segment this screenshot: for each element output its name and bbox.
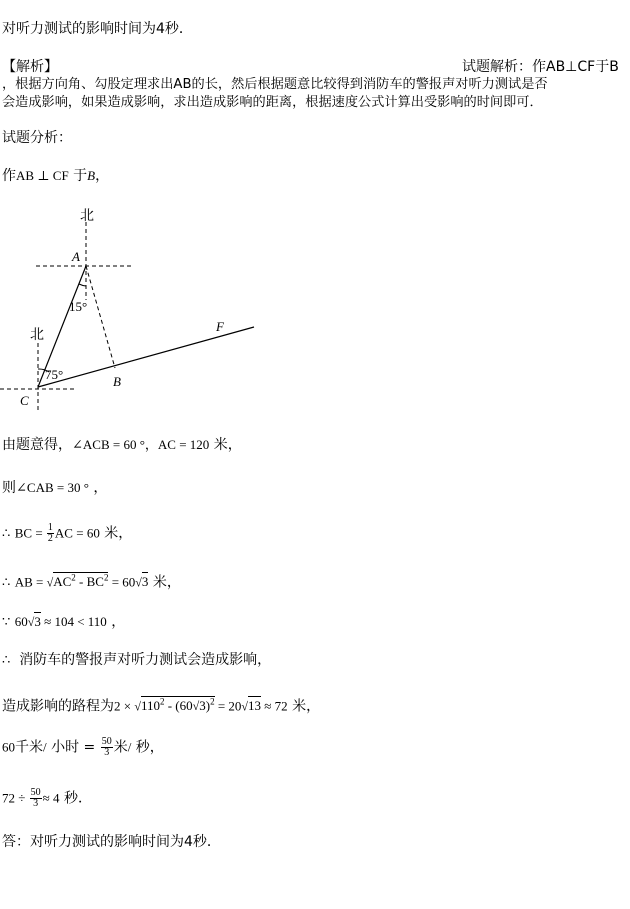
step-9 [2, 788, 92, 809]
analysis-line-3: 会造成影响，如果造成影响，求出造成影响的距离，根据速度公式计算出受影响的时间即可． [2, 95, 543, 110]
step-4 [2, 569, 181, 591]
segment-ab [86, 266, 115, 368]
step-3 [2, 523, 132, 544]
analysis-right-label: 试题解析：作AB⊥CF于B [462, 59, 619, 75]
point-c-label: C [20, 393, 29, 408]
because-symbol: ∵ [2, 614, 11, 629]
radicand-mid: - BC [75, 574, 104, 590]
step-9-a: 72 ÷ [2, 790, 29, 806]
step-4-unit: 米， [152, 574, 181, 591]
step-8-e: 秒， [135, 739, 164, 756]
step-8-b: 千米 [15, 739, 43, 756]
step-1-math: ∠ACB = 60 °，AC = 120 [72, 437, 210, 452]
radicand-1: AC [53, 574, 72, 590]
slash-1: / [43, 739, 47, 755]
angle-c-label: 75° [45, 367, 64, 382]
therefore-symbol: ∴ [2, 652, 11, 667]
geometry-figure [0, 196, 300, 416]
fraction-half [47, 523, 54, 544]
frac-num: 50 [101, 736, 112, 747]
step-1 [2, 436, 242, 454]
step-6 [2, 651, 271, 669]
analysis-heading: 试题分析： [2, 130, 72, 146]
point-a-label: A [72, 249, 80, 264]
exp-2: 2 [103, 573, 109, 583]
answer-line: 答：对听力测试的影响时间为4秒． [2, 834, 221, 850]
step-1-unit: 米， [213, 437, 242, 453]
top-line: 对听力测试的影响时间为4秒． [2, 21, 193, 37]
sqrt-sign: √ [134, 699, 141, 714]
sqrt-3: 3 [141, 574, 149, 590]
step-1-lead: 由题意得， [2, 437, 72, 453]
zuo-math: AB ⊥ CF [16, 168, 69, 183]
step-7-lead: 造成影响的路程为 [2, 698, 114, 715]
step-3-unit: 米， [104, 525, 133, 542]
inner-sqrt-3: 3 [199, 698, 206, 714]
point-f-label: F [216, 319, 224, 334]
angle-arc-a [79, 284, 86, 286]
step-2 [2, 479, 107, 497]
analysis-line-2: ，根据方向角、勾股定理求出AB的长，然后根据题意比较得到消防车的警报声对听力测试是否 [2, 77, 548, 92]
step-3-b: AC = 60 [54, 525, 100, 541]
step-9-unit: 秒． [63, 790, 92, 807]
point-b-label: B [113, 374, 121, 389]
therefore-symbol: ∴ [2, 525, 11, 541]
frac-den: 2 [47, 533, 53, 544]
step-5 [2, 613, 125, 631]
analysis-tag: 【解析】 [2, 59, 58, 75]
radicand-110: 110 [140, 698, 160, 714]
step-7 [2, 693, 320, 715]
frac-den: 3 [104, 747, 110, 758]
step-5-end: ， [111, 614, 126, 630]
step-2-end: ， [93, 480, 108, 496]
step-7-a: 2 × [114, 698, 135, 714]
north-label-top: 北 [80, 208, 94, 224]
radicand-close: ) [205, 698, 211, 714]
zuo-point: B [87, 168, 96, 183]
step-8-d: 米 [113, 739, 128, 756]
sqrt-sign: √ [27, 615, 35, 629]
sqrt-body [53, 572, 108, 589]
sqrt-3: 3 [34, 614, 41, 629]
sqrt-sign: √ [46, 575, 54, 590]
slash-2: / [127, 739, 132, 755]
sqrt-13: 13 [248, 698, 262, 714]
segment-cf [38, 327, 254, 387]
step-7-c: ≈ 72 [261, 698, 288, 714]
construction-line [2, 167, 109, 185]
frac-num: 1 [47, 522, 53, 533]
step-7-b: = 20 [214, 698, 242, 714]
step-2-math: ∠CAB = 30 ° [16, 480, 89, 495]
angle-a-label: 15° [69, 299, 88, 314]
sqrt-body: $110^2 - (60√3)^2$ [140, 697, 215, 714]
step-2-lead: 则 [2, 480, 16, 496]
frac-den: 3 [33, 798, 39, 809]
sqrt-sign: √ [135, 575, 142, 590]
exp-2: 2 [210, 697, 215, 707]
step-4-b: = 60 [108, 574, 136, 590]
zuo-mid: 于 [73, 168, 88, 184]
therefore-symbol: ∴ [2, 574, 11, 590]
step-4-a: AB = [14, 574, 47, 590]
zuo-end: ， [95, 168, 110, 184]
north-label-left: 北 [30, 327, 44, 343]
step-8-a: 60 [2, 739, 15, 755]
sqrt-sign: √ [241, 699, 249, 714]
step-8 [2, 737, 164, 758]
radicand-mid: - (60 [164, 698, 193, 714]
fraction-50-3 [30, 788, 42, 809]
step-3-a: BC = [14, 525, 46, 541]
step-9-b: ≈ 4 [42, 790, 60, 806]
exp-1: 2 [71, 573, 76, 583]
frac-num: 50 [30, 787, 41, 798]
step-7-unit: 米， [292, 698, 321, 715]
fraction-50-3 [101, 737, 113, 758]
step-6-text: 消防车的警报声对听力测试会造成影响， [19, 652, 272, 668]
step-8-c: 小时 = [51, 739, 100, 756]
exp-1: 2 [159, 697, 165, 707]
zuo-prefix: 作 [2, 168, 16, 184]
step-5-b: ≈ 104 < 110 [40, 614, 107, 629]
step-5-a: 60 [14, 614, 28, 629]
